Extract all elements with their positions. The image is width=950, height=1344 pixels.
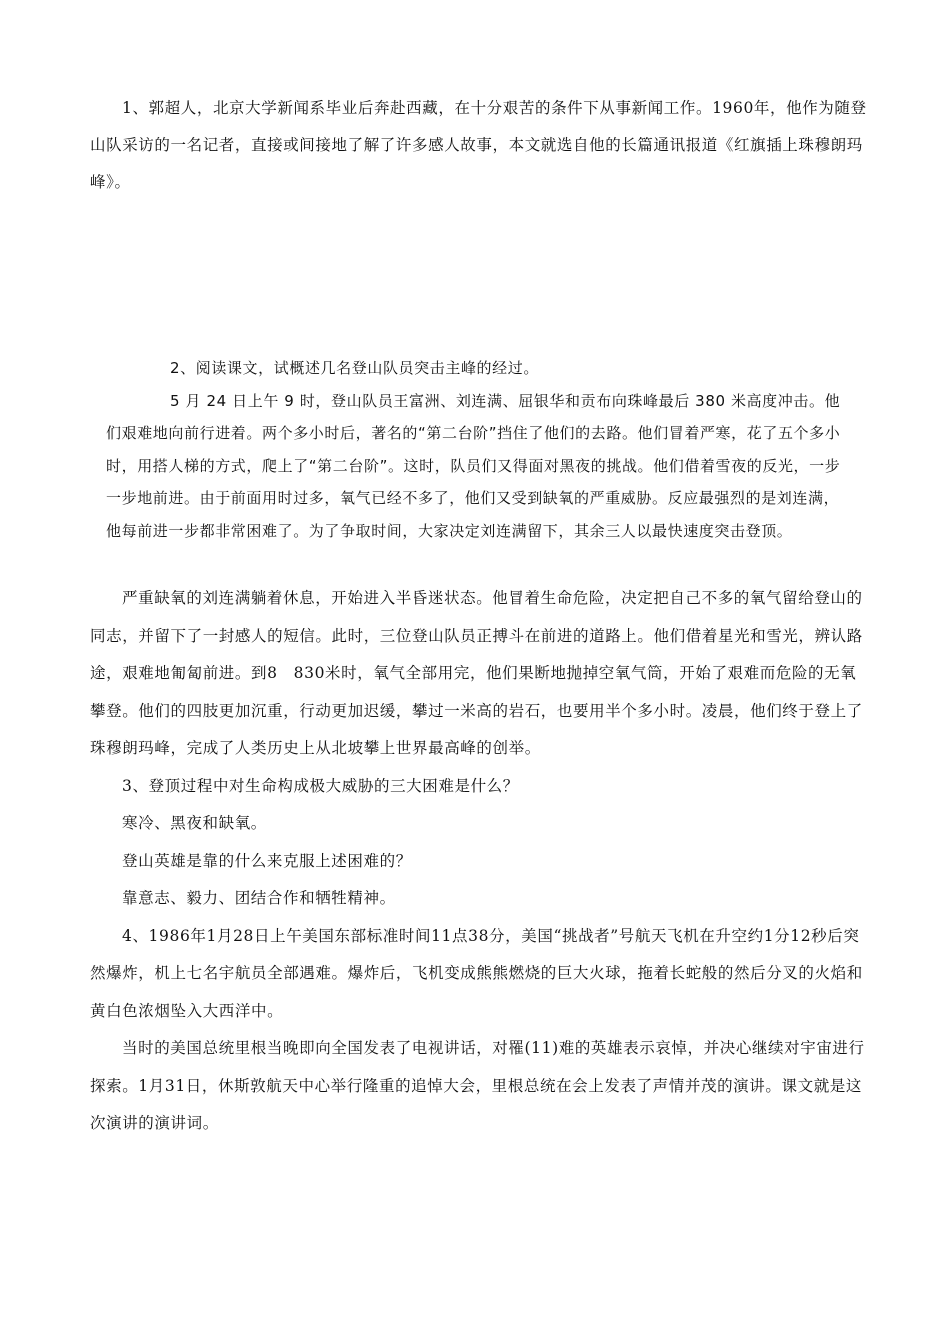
paragraph-challenger: 4、1986年1月28日上午美国东部标准时间11点38分，美国“挑战者”号航天飞机在升空约1分12秒后突然爆炸，机上七名宇航员全部遇难。爆炸后，飞机变成熊熊燃烧的巨大火球，拖着长蛇般的然后分叉的火焰和黄白色浓烟坠入大西洋中。	[90, 926, 863, 1020]
question-3: 3、登顶过程中对生命构成极大威胁的三大困难是什么？	[122, 776, 519, 795]
paragraph-reagan: 当时的美国总统里根当晚即向全国发表了电视讲话，对罹(11)难的英雄表示哀悼，并决心继续对宇宙进行探索。1月31日，休斯敦航天中心举行隆重的追悼大会，里根总统在会上发表了声情并茂的演讲。课文就是这次演讲的演讲词。	[90, 1039, 865, 1132]
paragraph-oxygen-story: 严重缺氧的刘连满躺着休息，开始进入半昏迷状态。他冒着生命危险，决定把自己不多的氧气留给登山的同志，并留下了一封感人的短信。此时，三位登山队员正搏斗在前进的道路上。他们借着星光和雪光，辨认路途，艰难地匍匐前进。到8 830米时，氧气全部用完，他们果断地抛掉空氧气筒，开始了艰难而危险的无氧攀登。他们的四肢更加沉重，行动更加迟缓，攀过一米高的岩石，也要用半个多小时。凌晨，他们终于登上了珠穆朗玛峰，完成了人类历史上从北坡攀上世界最高峰的创举。	[90, 589, 863, 757]
question-3b: 登山英雄是靠的什么来克服上述困难的？	[122, 851, 412, 870]
section1-paragraph: 1、郭超人，北京大学新闻系毕业后奔赴西藏，在十分艰苦的条件下从事新闻工作。1960年，他作为随登山队采访的一名记者，直接或间接地了解了许多感人故事，本文就选自他的长篇通讯报道《红旗插上珠穆朗玛峰》。	[90, 99, 867, 191]
section2-question: 2、阅读课文，试概述几名登山队员突击主峰的经过。	[170, 359, 539, 377]
section2-block	[106, 352, 846, 547]
section3-block	[90, 580, 870, 1143]
section2-answer: 5 月 24 日上午 9 时，登山队员王富洲、刘连满、屈银华和贡布向珠峰最后 380 米高度冲击。他们艰难地向前行进着。两个多小时后，著名的“第二台阶”挡住了他们的去路。他们冒着严寒，花了五个多小时，用搭人梯的方式，爬上了“第二台阶”。这时，队员们又得面对黑夜的挑战。他们借着雪夜的反光，一步一步地前进。由于前面用时过多，氧气已经不多了，他们又受到缺氧的严重威胁。反应最强烈的是刘连满，他每前进一步都非常困难了。为了争取时间，大家决定刘连满留下，其余三人以最快速度突击登顶。	[106, 391, 841, 540]
answer-3b: 靠意志、毅力、团结合作和牺牲精神。	[122, 889, 396, 907]
answer-3: 寒冷、黑夜和缺氧。	[122, 814, 267, 832]
